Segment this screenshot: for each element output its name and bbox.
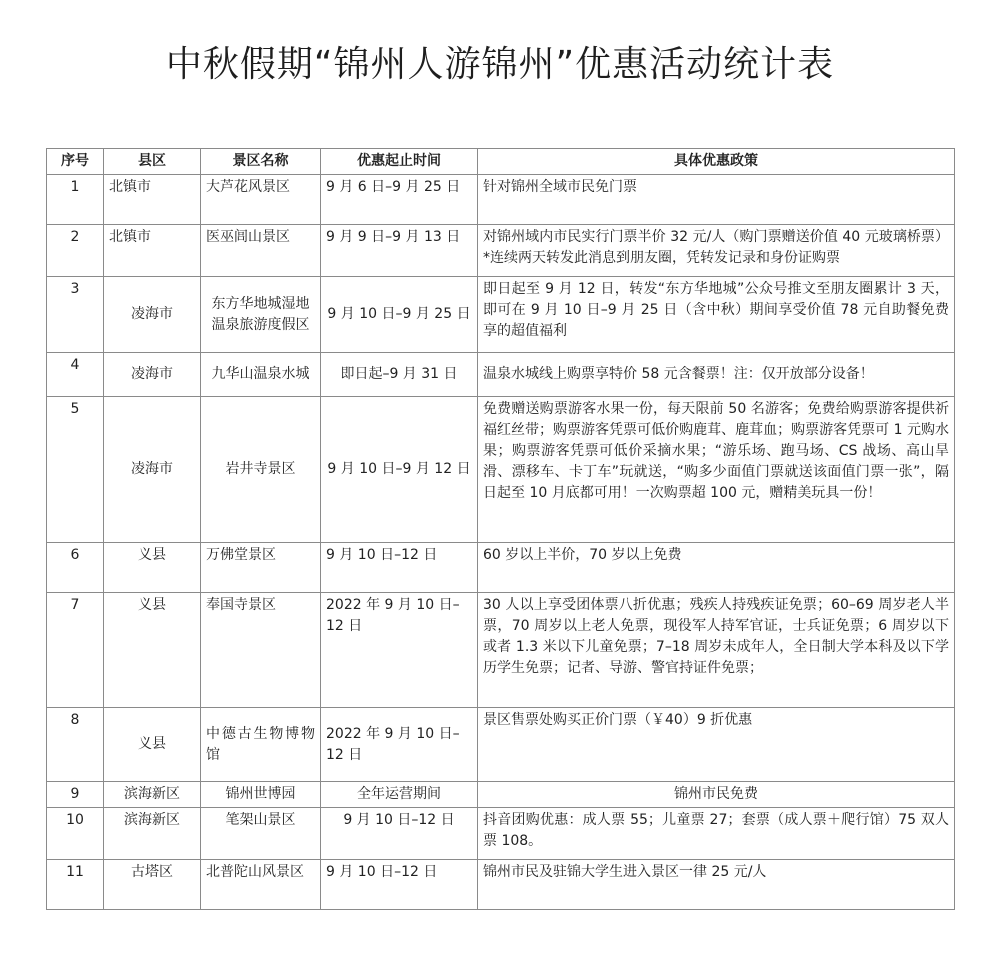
scenic-name-cell: 九华山温泉水城 — [201, 353, 321, 397]
table-row — [47, 808, 955, 860]
row-number: 5 — [47, 397, 104, 543]
policy-cell: 针对锦州全域市民免门票 — [478, 175, 955, 225]
policy-cell: 对锦州域内市民实行门票半价 32 元/人（购门票赠送价值 40 元玻璃桥票）*连续两天转发此消息到朋友圈，凭转发记录和身份证购票 — [478, 225, 955, 277]
period-cell: 9 月 10 日–12 日 — [321, 860, 478, 910]
table-row — [47, 543, 955, 593]
table-row — [47, 175, 955, 225]
scenic-name-cell: 医巫闾山景区 — [201, 225, 321, 277]
row-number: 3 — [47, 277, 104, 353]
county-cell: 北镇市 — [104, 175, 201, 225]
column-header-period: 优惠起止时间 — [321, 149, 478, 175]
row-number: 8 — [47, 708, 104, 782]
row-number: 1 — [47, 175, 104, 225]
policy-cell: 景区售票处购买正价门票（￥40）9 折优惠 — [478, 708, 955, 782]
policy-cell: 即日起至 9 月 12 日，转发“东方华地城”公众号推文至朋友圈累计 3 天，即可在 9 月 10 日–9 月 25 日（含中秋）期间享受价值 78 元自助餐免费享的超值福利 — [478, 277, 955, 353]
period-cell: 2022 年 9 月 10 日–12 日 — [321, 708, 478, 782]
table-row — [47, 397, 955, 543]
row-number: 6 — [47, 543, 104, 593]
county-cell: 凌海市 — [104, 277, 201, 353]
row-number: 4 — [47, 353, 104, 397]
scenic-name-cell: 笔架山景区 — [201, 808, 321, 860]
county-cell: 义县 — [104, 593, 201, 708]
scenic-name-cell: 奉国寺景区 — [201, 593, 321, 708]
period-cell: 即日起–9 月 31 日 — [321, 353, 478, 397]
table-row — [47, 860, 955, 910]
policy-cell: 抖音团购优惠：成人票 55；儿童票 27；套票（成人票＋爬行馆）75 双人票 108。 — [478, 808, 955, 860]
column-header-scenic-name: 景区名称 — [201, 149, 321, 175]
policy-cell: 60 岁以上半价，70 岁以上免费 — [478, 543, 955, 593]
scenic-name-cell: 东方华地城湿地温泉旅游度假区 — [201, 277, 321, 353]
discount-statistics-table — [46, 148, 955, 910]
policy-cell: 锦州市民免费 — [478, 782, 955, 808]
scenic-name-cell: 中德古生物博物馆 — [201, 708, 321, 782]
column-header-county: 县区 — [104, 149, 201, 175]
county-cell: 古塔区 — [104, 860, 201, 910]
county-cell: 滨海新区 — [104, 782, 201, 808]
period-cell: 9 月 9 日–9 月 13 日 — [321, 225, 478, 277]
scenic-name-cell: 万佛堂景区 — [201, 543, 321, 593]
scenic-name-cell: 大芦花风景区 — [201, 175, 321, 225]
policy-cell: 温泉水城线上购票享特价 58 元含餐票！注：仅开放部分设备！ — [478, 353, 955, 397]
table-row — [47, 782, 955, 808]
county-cell: 凌海市 — [104, 397, 201, 543]
period-cell: 9 月 10 日–9 月 12 日 — [321, 397, 478, 543]
period-cell: 9 月 6 日–9 月 25 日 — [321, 175, 478, 225]
scenic-name-cell: 岩井寺景区 — [201, 397, 321, 543]
page-title: 中秋假期“锦州人游锦州”优惠活动统计表 — [165, 44, 835, 85]
policy-cell: 30 人以上享受团体票八折优惠；残疾人持残疾证免票；60–69 周岁老人半票，70 周岁以上老人免票，现役军人持军官证，士兵证免票；6 周岁以下或者 1.3 米以下儿童免票；7–18 周岁未成年人，全日制大学本科及以下学历学生免票；记者、导游、警官持证件免票； — [478, 593, 955, 708]
policy-cell: 锦州市民及驻锦大学生进入景区一律 25 元/人 — [478, 860, 955, 910]
table-row — [47, 593, 955, 708]
county-cell: 义县 — [104, 708, 201, 782]
scenic-name-cell: 锦州世博园 — [201, 782, 321, 808]
period-cell: 9 月 10 日–12 日 — [321, 543, 478, 593]
row-number: 11 — [47, 860, 104, 910]
county-cell: 滨海新区 — [104, 808, 201, 860]
period-cell: 9 月 10 日–9 月 25 日 — [321, 277, 478, 353]
table-row — [47, 277, 955, 353]
row-number: 10 — [47, 808, 104, 860]
county-cell: 义县 — [104, 543, 201, 593]
period-cell: 2022 年 9 月 10 日–12 日 — [321, 593, 478, 708]
column-header-policy: 具体优惠政策 — [478, 149, 955, 175]
table-header-row — [47, 149, 955, 175]
table-row — [47, 353, 955, 397]
county-cell: 凌海市 — [104, 353, 201, 397]
row-number: 9 — [47, 782, 104, 808]
row-number: 2 — [47, 225, 104, 277]
table-row — [47, 708, 955, 782]
period-cell: 9 月 10 日–12 日 — [321, 808, 478, 860]
county-cell: 北镇市 — [104, 225, 201, 277]
period-cell: 全年运营期间 — [321, 782, 478, 808]
table-row — [47, 225, 955, 277]
column-header-no: 序号 — [47, 149, 104, 175]
row-number: 7 — [47, 593, 104, 708]
policy-cell: 免费赠送购票游客水果一份，每天限前 50 名游客；免费给购票游客提供祈福红丝带；购票游客凭票可低价购鹿茸、鹿茸血；购票游客凭票可 1 元购水果；购票游客凭票可低价采摘水果；“游乐场、跑马场、CS 战场、高山旱滑、漂移车、卡丁车”玩就送，“购多少面值门票就送该面值门票一张”，隔日起至 10 月底都可用！一次购票超 100 元，赠精美玩具一份！ — [478, 397, 955, 543]
scenic-name-cell: 北普陀山风景区 — [201, 860, 321, 910]
